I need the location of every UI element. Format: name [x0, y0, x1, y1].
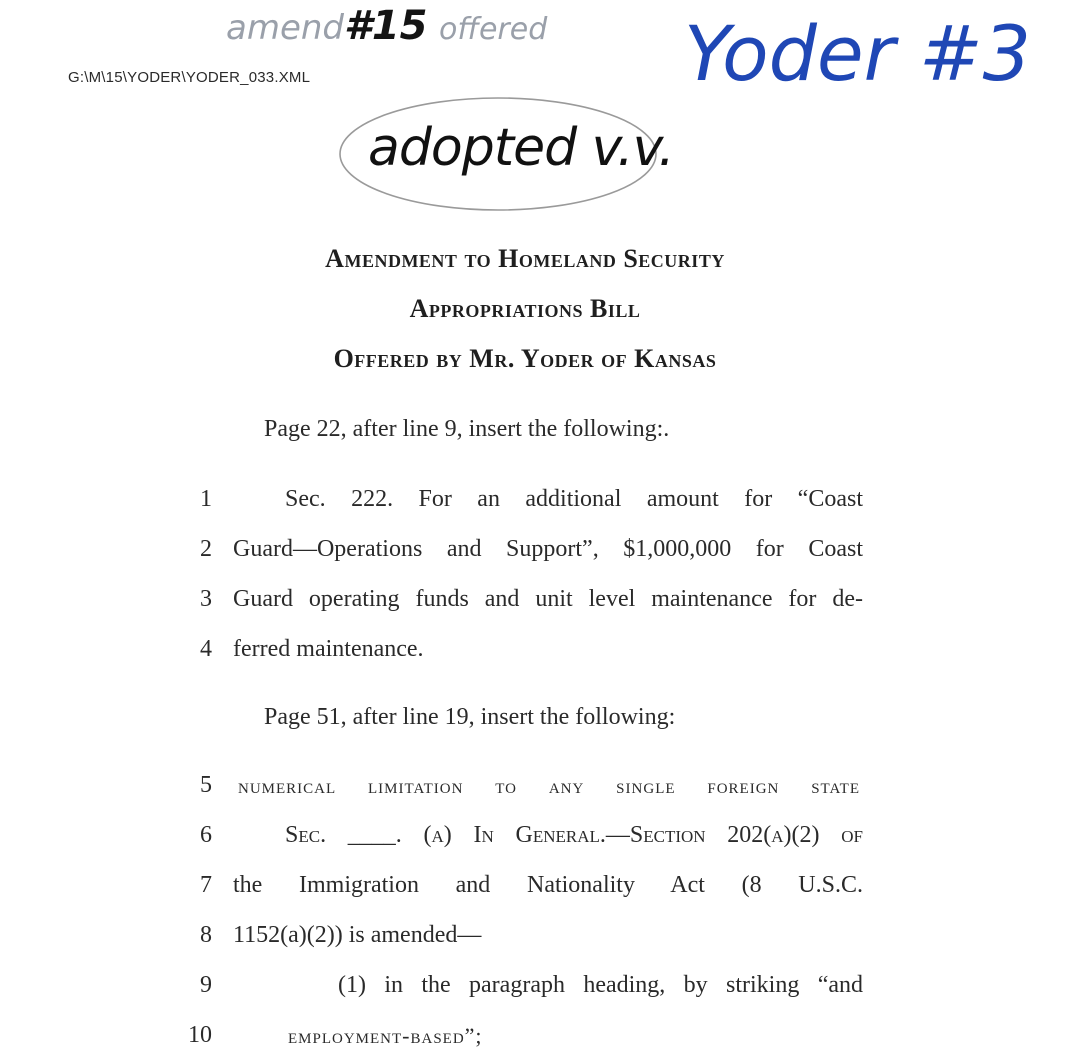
title-line-3: Offered by Mr. Yoder of Kansas — [333, 344, 717, 373]
title-line-1: Amendment to Homeland Security — [325, 244, 725, 273]
amend-note-number: #15 — [344, 3, 428, 49]
section-heading: numerical limitation to any single foreign state — [238, 773, 860, 798]
line-text: ferred maintenance. — [233, 636, 424, 662]
line-text: the Immigration and Nationality Act (8 U.S.C. — [233, 872, 863, 898]
line-text: Guard operating funds and unit level maintenance for de- — [233, 586, 863, 612]
line-text: Sec. 222. For an additional amount for “Coast — [285, 486, 863, 512]
amend-note-tail: offered — [438, 12, 548, 47]
line-text: Guard—Operations and Support”, $1,000,000 for Coast — [233, 536, 863, 562]
line-number: 7 — [200, 872, 212, 898]
handwritten-adopted-note: adopted v.v. — [368, 118, 674, 178]
amend-note-lead: amend — [226, 8, 345, 48]
line-number: 8 — [200, 922, 212, 948]
file-path: G:\M\15\YODER\YODER_033.XML — [68, 69, 311, 86]
line-number: 4 — [200, 636, 212, 662]
line-text: employment-based”; — [288, 1023, 483, 1048]
title-line-2: Appropriations Bill — [409, 294, 641, 323]
line-number: 10 — [188, 1022, 212, 1048]
line-text: (1) in the paragraph heading, by striking “and — [338, 972, 863, 998]
line-text: 1152(a)(2)) is amended— — [233, 922, 482, 948]
handwritten-amend-note — [226, 3, 548, 49]
instruction-page-22: Page 22, after line 9, insert the following:. — [264, 416, 670, 442]
line-number: 2 — [200, 536, 212, 562]
line-number: 6 — [200, 822, 212, 848]
line-number: 1 — [200, 486, 212, 512]
line-number: 9 — [200, 972, 212, 998]
line-number: 5 — [200, 772, 212, 798]
handwritten-yoder-note: Yoder #3 — [684, 9, 1032, 98]
instruction-page-51: Page 51, after line 19, insert the following: — [264, 704, 676, 730]
line-text: Sec. ____. (a) In General.—Section 202(a)(2) of — [285, 822, 863, 848]
line-number: 3 — [200, 586, 212, 612]
